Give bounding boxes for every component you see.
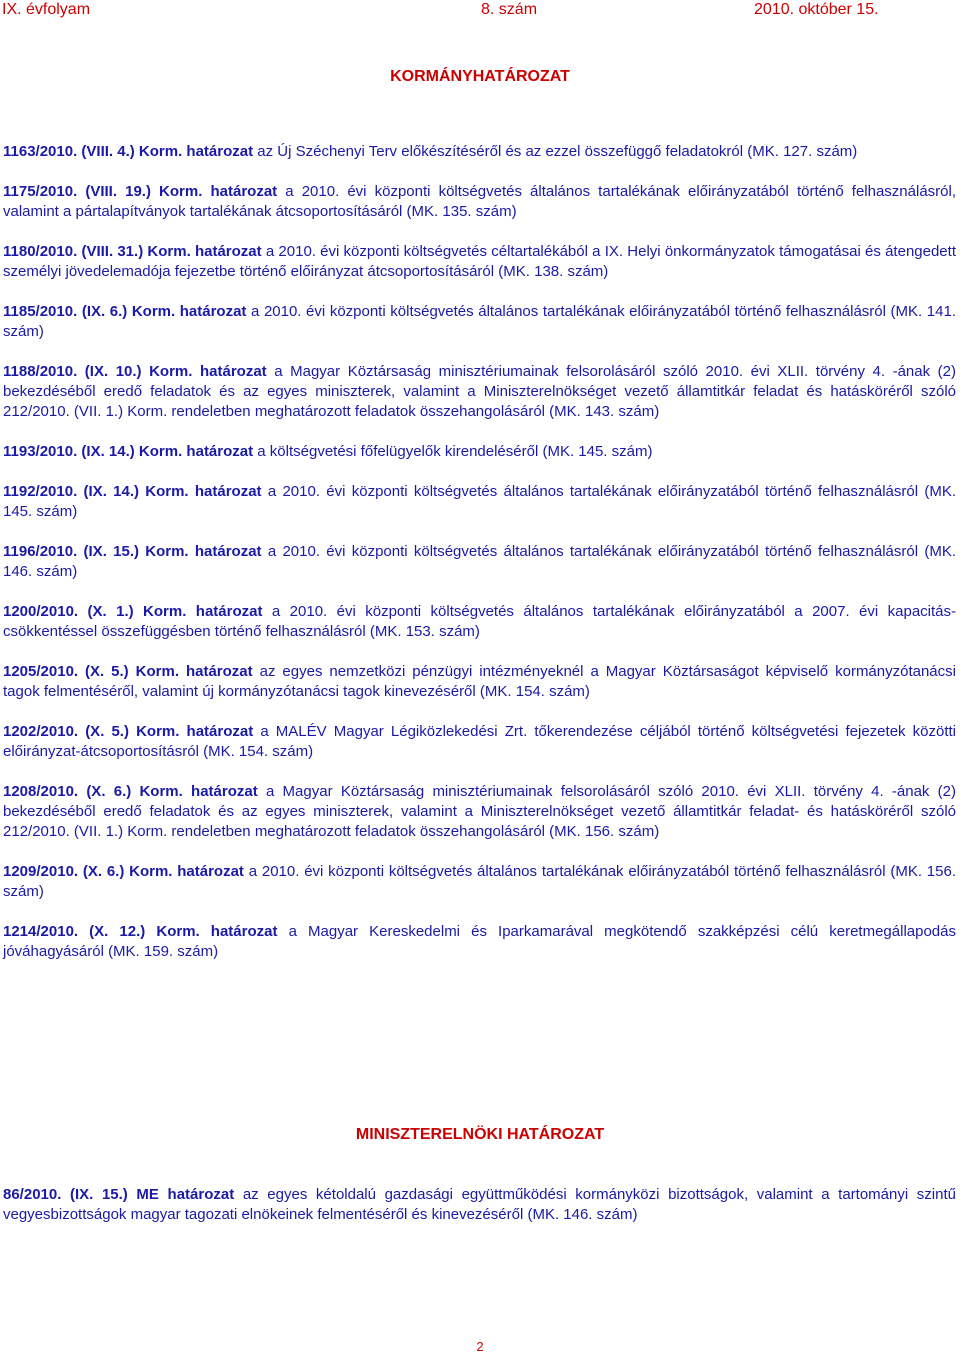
decision-entry[interactable] <box>3 662 956 702</box>
decision-entry[interactable] <box>3 182 956 222</box>
decision-link[interactable] <box>3 303 956 340</box>
decision-text: a 2010. évi központi költségvetés általános tartalékának előirányzatából történő felhasználásról (MK. 145. szám) <box>3 483 956 520</box>
decision-entry[interactable] <box>3 242 956 282</box>
decision-ref: 1209/2010. (X. 6.) Korm. határozat <box>3 863 244 880</box>
date-label: 2010. október 15. <box>754 1 879 18</box>
decision-link[interactable] <box>3 923 956 960</box>
decision-ref: 1188/2010. (IX. 10.) Korm. határozat <box>3 363 267 380</box>
decision-text: a 2010. évi központi költségvetés céltartalékából a IX. Helyi önkormányzatok támogatásai és átengedett személyi jövedelemadója fejezetbe történő előirányzat átcsoportosításáról (MK. 138. szám) <box>3 243 956 280</box>
decision-text: a költségvetési főfelügyelők kirendeléséről (MK. 145. szám) <box>253 443 653 460</box>
decision-entry[interactable] <box>3 722 956 762</box>
decision-ref: 1208/2010. (X. 6.) Korm. határozat <box>3 783 258 800</box>
decision-ref: 1193/2010. (IX. 14.) Korm. határozat <box>3 443 254 460</box>
decision-ref: 1175/2010. (VIII. 19.) Korm. határozat <box>3 183 278 200</box>
decision-link[interactable] <box>3 783 956 840</box>
pm-decision-ref: 86/2010. (IX. 15.) ME határozat <box>3 1186 235 1203</box>
decision-text: a 2010. évi központi költségvetés általános tartalékának előirányzatából történő felhasználásról (MK. 141. szám) <box>3 303 956 340</box>
decision-list <box>3 142 956 982</box>
pm-decision-entry[interactable] <box>3 1185 956 1225</box>
decision-ref: 1202/2010. (X. 5.) Korm. határozat <box>3 723 254 740</box>
decision-link[interactable] <box>3 543 956 580</box>
decision-entry[interactable] <box>3 782 956 842</box>
decision-ref: 1192/2010. (IX. 14.) Korm. határozat <box>3 483 262 500</box>
decision-entry[interactable] <box>3 302 956 342</box>
government-decisions-title: KORMÁNYHATÁROZAT <box>390 68 570 85</box>
decision-text: a 2010. évi központi költségvetés általános tartalékának előirányzatából történő felhasználásról, valamint a pártalapítványok tartalékának átcsoportosításáról (MK. 135. szám) <box>3 183 957 220</box>
decision-entry[interactable] <box>3 362 956 422</box>
decision-entry[interactable] <box>3 482 956 522</box>
decision-entry[interactable] <box>3 142 956 162</box>
pm-decision-link[interactable] <box>3 1186 956 1223</box>
pm-decisions-title: MINISZTERELNÖKI HATÁROZAT <box>355 1126 605 1143</box>
decision-ref: 1196/2010. (IX. 15.) Korm. határozat <box>3 543 262 560</box>
decision-text: a 2010. évi központi költségvetés általános tartalékának előirányzatából történő felhasználásról (MK. 146. szám) <box>3 543 956 580</box>
decision-text: az egyes nemzetközi pénzügyi intézményeknél a Magyar Köztársaságot képviselő kormányzótanácsi tagok felmentéséről, valamint új kormányzótanácsi tagok kinevezéséről (MK. 154. szám) <box>3 663 956 700</box>
decision-ref: 1185/2010. (IX. 6.) Korm. határozat <box>3 303 247 320</box>
decision-link[interactable] <box>3 143 857 160</box>
decision-text: a Magyar Kereskedelmi és Iparkamarával megkötendő szakképzési célú keretmegállapodás jóváhagyásáról (MK. 159. szám) <box>3 923 956 960</box>
decision-ref: 1180/2010. (VIII. 31.) Korm. határozat <box>3 243 262 260</box>
decision-link[interactable] <box>3 363 956 420</box>
decision-link[interactable] <box>3 603 956 640</box>
decision-text: a MALÉV Magyar Légiközlekedési Zrt. tőkerendezése céljából történő költségvetési fejezetek közötti előirányzat-átcsoportosításról (MK. 154. szám) <box>3 723 956 760</box>
decision-text: a Magyar Köztársaság minisztériumainak felsorolásáról szóló 2010. évi XLII. törvény 4. -ának (2) bekezdéséből eredő feladatok és az egyes miniszterek, valamint a Miniszterelnökséget vezető államtitkár feladat és hatásköréről szóló 212/2010. (VII. 1.) Korm. rendeletben meghatározott feladatok összehangolásáról (MK. 143. szám) <box>3 363 956 420</box>
decision-text: a Magyar Köztársaság minisztériumainak felsorolásáról szóló 2010. évi XLII. törvény 4. -ának (2) bekezdéséből eredő feladatok és az egyes miniszterek, valamint a Miniszterelnökséget vezető államtitkár feladat- és hatásköréről szóló 212/2010. (VII. 1.) Korm. rendeletben meghatározott feladatok összehangolásáról (MK. 156. szám) <box>3 783 956 840</box>
decision-text: az Új Széchenyi Terv előkészítéséről és az ezzel összefüggő feladatokról (MK. 127. szám) <box>253 143 858 160</box>
decision-entry[interactable] <box>3 602 956 642</box>
decision-ref: 1200/2010. (X. 1.) Korm. határozat <box>3 603 263 620</box>
decision-ref: 1205/2010. (X. 5.) Korm. határozat <box>3 663 253 680</box>
pm-decision-text: az egyes kétoldalú gazdasági együttműködési kormányközi bizottságok, valamint a tartományi szintű vegyesbizottságok magyar tagozati elnökeinek felmentéséről és kinevezéséről (MK. 146. szám) <box>3 1186 956 1223</box>
volume-label: IX. évfolyam <box>2 1 91 18</box>
decision-link[interactable] <box>3 663 956 700</box>
decision-entry[interactable] <box>3 862 956 902</box>
decision-link[interactable] <box>3 443 652 460</box>
decision-link[interactable] <box>3 183 956 220</box>
page-header <box>0 0 960 20</box>
decision-ref: 1163/2010. (VIII. 4.) Korm. határozat <box>3 143 254 160</box>
decision-link[interactable] <box>3 723 956 760</box>
issue-label: 8. szám <box>481 1 538 18</box>
decision-text: a 2010. évi központi költségvetés általános tartalékának előirányzatából a 2007. évi kapacitás-csökkentéssel összefüggésben történő felhasználásról (MK. 153. szám) <box>3 603 957 640</box>
decision-entry[interactable] <box>3 922 956 962</box>
decision-entry[interactable] <box>3 442 956 462</box>
decision-link[interactable] <box>3 863 956 900</box>
decision-text: a 2010. évi központi költségvetés általános tartalékának előirányzatából történő felhasználásról (MK. 156. szám) <box>3 863 956 900</box>
decision-ref: 1214/2010. (X. 12.) Korm. határozat <box>3 923 278 940</box>
decision-link[interactable] <box>3 483 956 520</box>
page-number: 2 <box>476 1339 484 1354</box>
decision-entry[interactable] <box>3 542 956 582</box>
decision-link[interactable] <box>3 243 956 280</box>
